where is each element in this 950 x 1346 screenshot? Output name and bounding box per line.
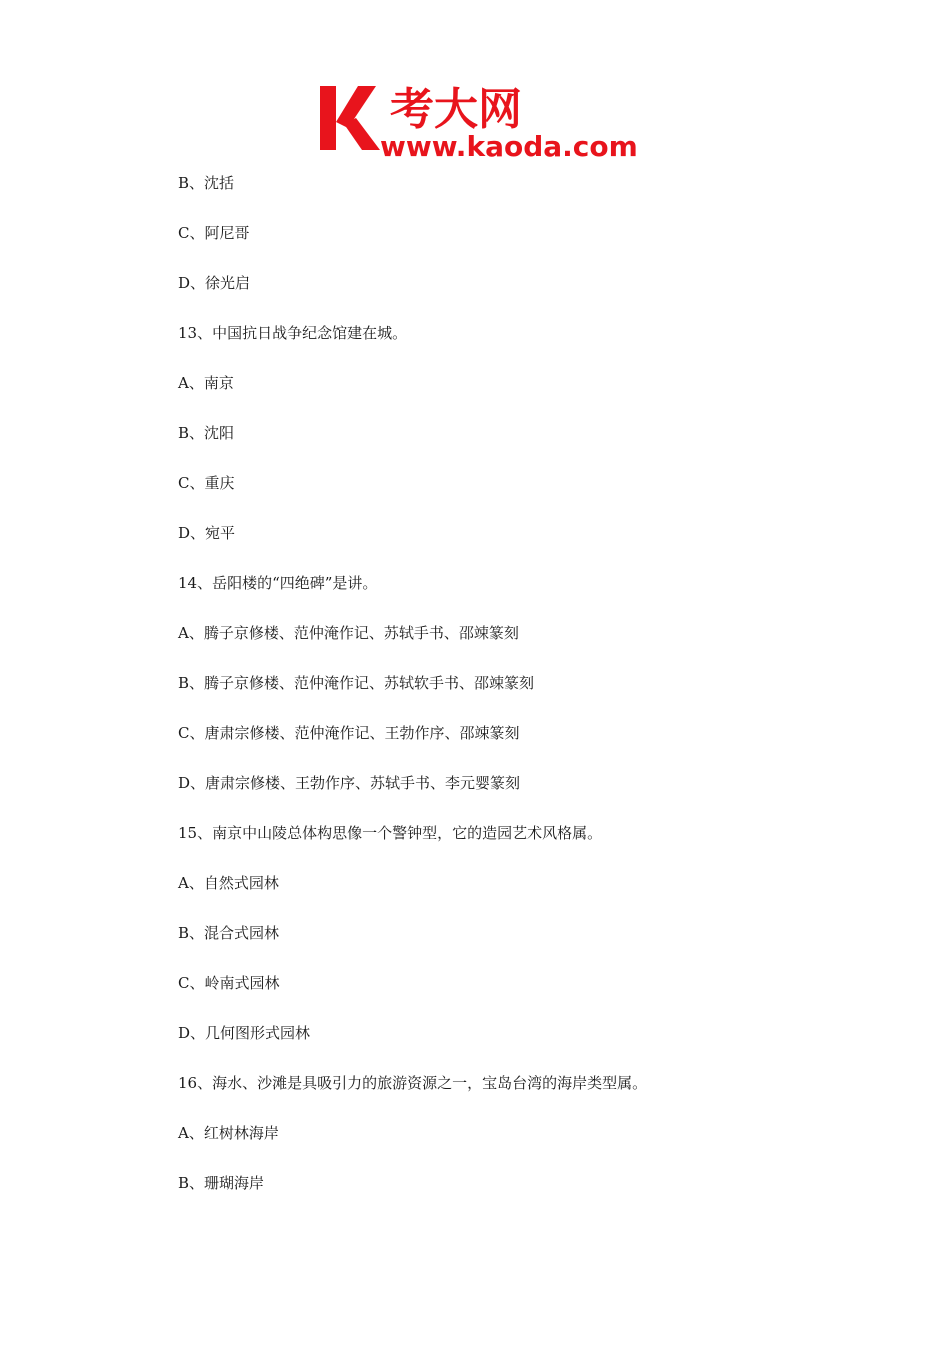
option-line: B、混合式园林 (178, 924, 280, 942)
question-line: 13、中国抗日战争纪念馆建在城。 (178, 324, 408, 342)
exam-content (178, 170, 798, 1220)
question-line: 15、南京中山陵总体构思像一个警钟型，它的造园艺术风格属。 (178, 824, 603, 842)
option-line: A、南京 (178, 374, 234, 392)
option-line: C、阿尼哥 (178, 224, 250, 242)
logo-brand-url: www.kaoda.com (380, 130, 638, 160)
logo-brand-cn: 考大网 (390, 84, 522, 135)
kaoda-logo-graphic (318, 80, 640, 160)
question-line: 16、海水、沙滩是具吸引力的旅游资源之一，宝岛台湾的海岸类型属。 (178, 1074, 648, 1092)
option-line: C、唐肃宗修楼、范仲淹作记、王勃作序、邵竦篆刻 (178, 724, 520, 742)
option-line: B、沈括 (178, 174, 235, 192)
option-line: D、徐光启 (178, 274, 251, 292)
option-line: C、重庆 (178, 474, 235, 492)
option-line: C、岭南式园林 (178, 974, 280, 992)
option-line: A、自然式园林 (178, 874, 279, 892)
option-line: B、珊瑚海岸 (178, 1174, 265, 1192)
kaoda-logo (318, 80, 640, 160)
question-line: 14、岳阳楼的“四绝碑”是讲。 (178, 574, 378, 592)
k-mark-icon (320, 86, 380, 150)
option-line: B、沈阳 (178, 424, 235, 442)
option-line: D、几何图形式园林 (178, 1024, 311, 1042)
option-line: B、腾子京修楼、范仲淹作记、苏轼软手书、邵竦篆刻 (178, 674, 535, 692)
option-line: A、腾子京修楼、范仲淹作记、苏轼手书、邵竦篆刻 (178, 624, 519, 642)
option-line: D、唐肃宗修楼、王勃作序、苏轼手书、李元婴篆刻 (178, 774, 521, 792)
option-line: A、红树林海岸 (178, 1124, 279, 1142)
option-line: D、宛平 (178, 524, 236, 542)
